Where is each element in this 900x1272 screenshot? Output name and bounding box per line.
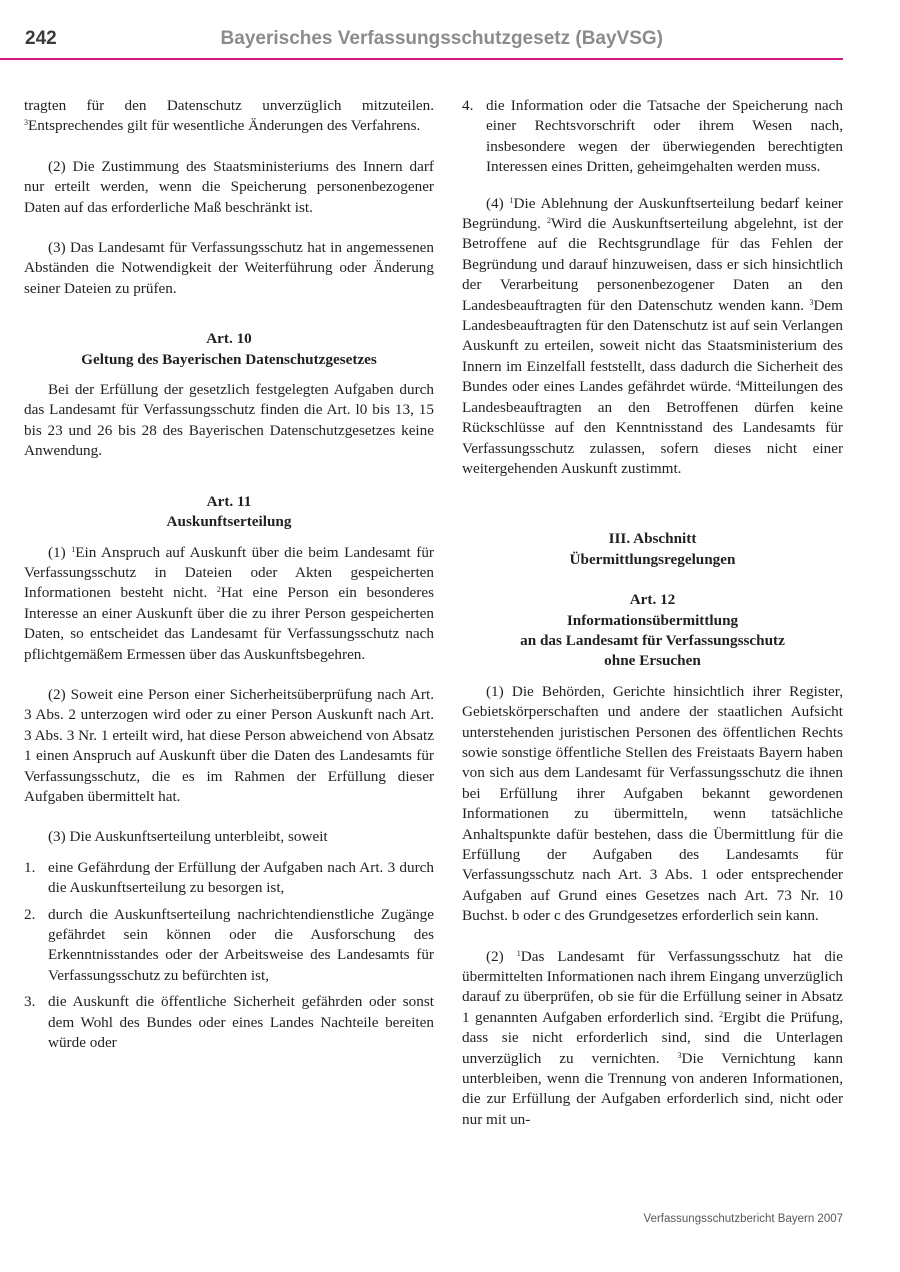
left-column bbox=[24, 96, 434, 1059]
page-number: 242 bbox=[25, 28, 57, 49]
art11-paragraph-1: (1) $^1$Ein Anspruch auf Auskunft über die beim Landesamt für Verfassungsschutz in Dateien oder Akten gespeicherten Informationen besteht nicht. $^2$Hat eine Person ein besonderes Interesse an einer Auskunft über die zu ihrer Person gespeicherten Daten, so entscheidet das Landesamt für Verfassungsschutz nach pflichtgemäßem Ermessen über das Auskunftsbegehren. bbox=[24, 543, 434, 663]
art9-paragraph-2: (2) Die Zustimmung des Staatsministeriums des Innern darf nur erteilt werden, wenn die Speicherung personenbezogener Daten auf das erforderliche Maß beschränkt ist. bbox=[24, 157, 434, 216]
paragraph-continued: tragten für den Datenschutz unverzüglich mitzuteilen. $^3$Entsprechendes gilt für wesentliche Änderungen des Verfahrens. bbox=[24, 97, 434, 135]
running-title: Bayerisches Verfassungsschutzgesetz (BayVSG) bbox=[220, 28, 663, 49]
page-header bbox=[0, 24, 843, 60]
section-heading: III. Abschnitt bbox=[608, 530, 697, 548]
art11-paragraph-2: (2) Soweit eine Person einer Sicherheitsüberprüfung nach Art. 3 Abs. 2 unterzogen wird oder zu einer Person Auskunft nach Art. 3 Abs. 3 Nr. 1 erteilt wird, hat diese Person abweichend von Absatz 1 einen Anspruch auf Auskunft über die Daten des Landesamts für Verfassungsschutz, die es im Rahmen der Erfüllung dieser Aufgaben übermittelt hat. bbox=[24, 685, 434, 805]
art10-text: Bei der Erfüllung der gesetzlich festgelegten Aufgaben durch das Landesamt für Verfassungsschutz finden die Art. l0 bis 13, 15 bis 23 und 26 bis 28 des Bayerischen Datenschutzgesetzes keine Anwendung. bbox=[24, 381, 434, 460]
art12-subheading-line: Informationsübermittlung bbox=[566, 611, 739, 629]
list-item: 4. die Information oder die Tatsache der Speicherung nach einer Rechtsvorschrift oder ihrem Wesen nach, insbesondere wegen der überwiegenden berechtigten Interessen eines Dritten, geheimgehalten werden muss. bbox=[462, 97, 843, 176]
list-item: 2. durch die Auskunftserteilung nachrichtendienstliche Zugänge gefährdet sein können oder die Ausforschung des Erkenntnisstandes oder der Arbeitsweise des Landesamts für Verfassungsschutz zu befürchten ist, bbox=[24, 905, 434, 984]
art11-paragraph-3: (3) Die Auskunftserteilung unterbleibt, soweit bbox=[48, 828, 328, 846]
art12-subheading-line: ohne Ersuchen bbox=[604, 652, 701, 670]
art12-paragraph-1: (1) Die Behörden, Gerichte hinsichtlich ihrer Register, Gebietskörperschaften und andere der staatlichen Aufsicht unterstehenden juristischen Personen des öffentlichen Rechts sowie sonstige öffentliche Stellen des Freistaats Bayern haben von sich aus dem Landesamt für Verfassungsschutz die ihnen bei Erfüllung ihrer Aufgaben bekannt gewordenen Informationen zu übermitteln, wenn tatsächliche Anhaltspunkte dafür bestehen, dass die Übermittlung für die Erfüllung der Aufgaben des Landesamts für Verfassungsschutz nach Art. 3 Abs. 1 oder entsprechender Aufgaben auf Grund eines Gesetzes nach Art. 73 Nr. 10 Buchst. b oder c des Grundgesetzes erforderlich sein kann. bbox=[462, 682, 843, 925]
page-footer: Verfassungsschutzbericht Bayern 2007 bbox=[643, 1213, 843, 1225]
art10-heading: Art. 10 bbox=[206, 330, 252, 348]
art11-paragraph-4: (4) $^1$Die Ablehnung der Auskunftserteilung bedarf keiner Begründung. $^2$Wird die Auskunftserteilung abgelehnt, ist der Betroffene auf die Rechtsgrundlage für das Fehlen der Begründung und darauf hinzuweisen, dass er sich hinsichtlich der Verarbeitung personenbezogener Daten an den Landesbeauftragten für den Datenschutz wenden kann. $^3$Dem Landesbeauftragten für den Datenschutz ist auf sein Verlangen Auskunft zu erteilen, soweit nicht das Staatsministerium des Innern im Einzelfall feststellt, dass dadurch die Sicherheit des Bundes oder eines Landes gefährdet würde. $^4$Mitteilungen des Landesbeauftragten an den Betroffenen dürfen keine Rückschlüsse auf den Kenntnisstand des Landesamts für Verfassungsschutz zulassen, sofern dieses nicht einer weitergehenden Auskunft zustimmt. bbox=[462, 194, 843, 477]
right-column bbox=[462, 96, 843, 1130]
list-item: 3. die Auskunft die öffentliche Sicherheit gefährden oder sonst dem Wohl des Bundes oder eines Landes Nachteile bereiten würde oder bbox=[24, 993, 434, 1052]
art12-subheading-line: an das Landesamt für Verfassungsschutz bbox=[520, 631, 785, 649]
art11-subheading: Auskunftserteilung bbox=[166, 513, 292, 531]
art9-paragraph-3: (3) Das Landesamt für Verfassungsschutz hat in angemessenen Abständen die Notwendigkeit der Weiterführung oder Änderung seiner Dateien zu prüfen. bbox=[24, 239, 434, 297]
art12-heading: Art. 12 bbox=[629, 591, 676, 609]
art12-paragraph-2: (2) $^1$Das Landesamt für Verfassungsschutz hat die übermittelten Informationen nach ihrem Eingang unverzüglich darauf zu überprüfen, ob sie für die Erfüllung seiner in Absatz 1 genannten Aufgaben erforderlich sind. $^2$Ergibt die Prüfung, dass sie nicht erforderlich sind, sind die Unterlagen unverzüglich zu vernichten. $^3$Die Vernichtung kann unterbleiben, wenn die Trennung von anderen Informationen, die zur Erfüllung der Aufgaben erforderlich sind, nicht oder nur mit un- bbox=[462, 947, 843, 1128]
art11-heading: Art. 11 bbox=[206, 492, 252, 510]
list-item: 1. eine Gefährdung der Erfüllung der Aufgaben nach Art. 3 durch die Auskunftserteilung zu besorgen ist, bbox=[24, 858, 434, 897]
art10-subheading: Geltung des Bayerischen Datenschutzgesetzes bbox=[81, 350, 377, 368]
section-subheading: Übermittlungsregelungen bbox=[569, 550, 736, 568]
